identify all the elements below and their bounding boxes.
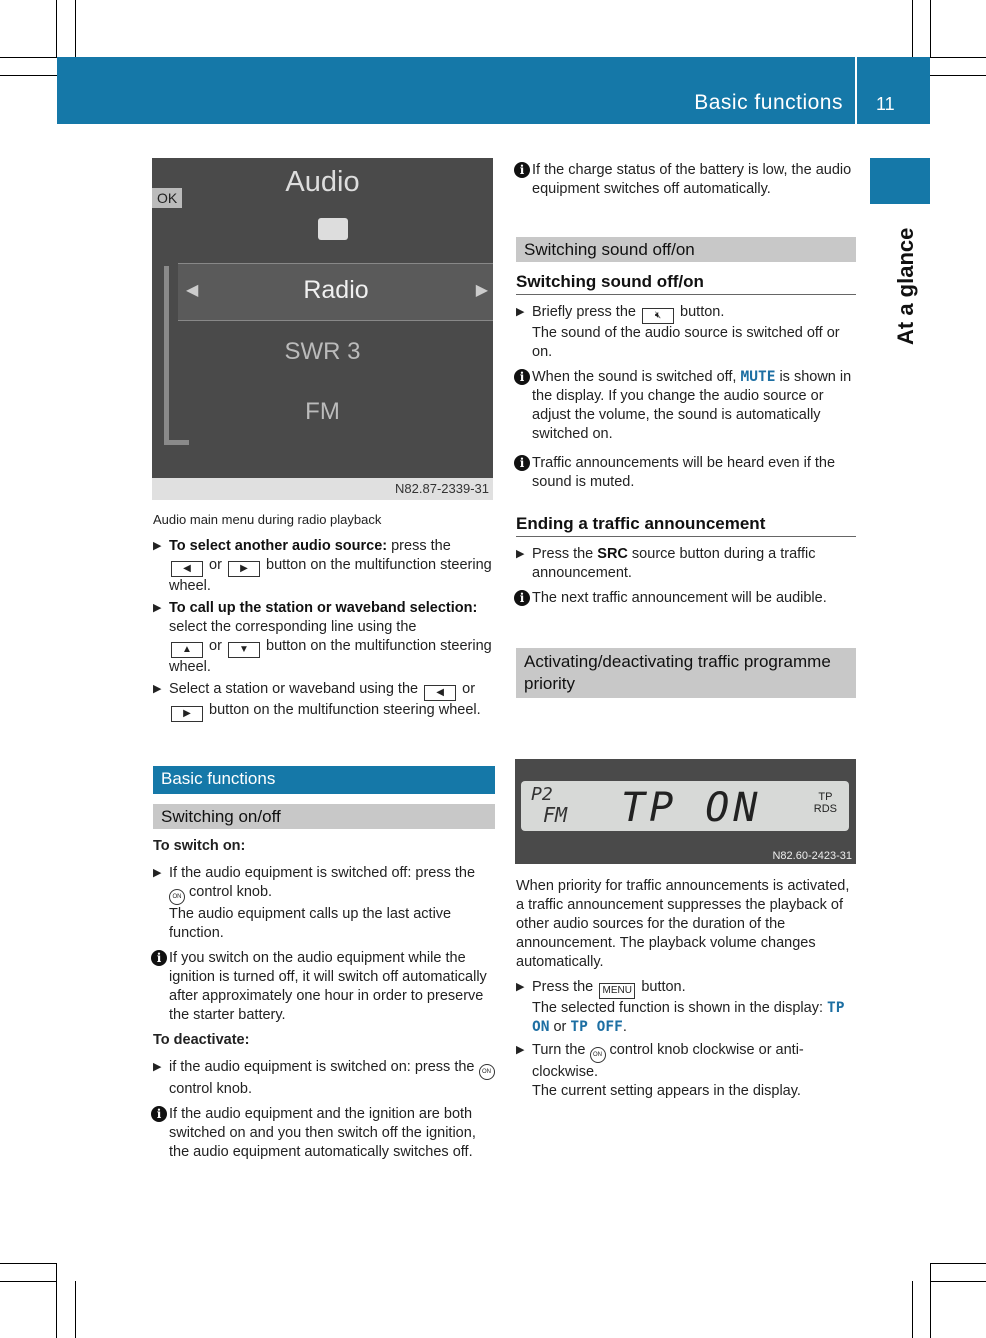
bullet-arrow-icon: ▶: [516, 981, 525, 993]
tp-display-image: [515, 759, 856, 864]
list-item: [516, 978, 856, 1037]
list-item: [516, 1041, 856, 1101]
crop-mark: [930, 1263, 931, 1338]
sub-heading: Ending a traffic announcement: [516, 514, 856, 537]
selected-label: Radio: [303, 276, 369, 304]
list-item: [153, 599, 495, 677]
info-icon: i: [151, 950, 167, 966]
info-icon: i: [514, 455, 530, 471]
image-code: N82.60-2423-31: [772, 850, 852, 862]
tp-on-display: TP ON: [532, 1000, 845, 1035]
left-key-icon: ◀: [171, 561, 203, 577]
audio-title: Audio: [285, 166, 360, 198]
info-note: [516, 161, 856, 199]
text: Select a station or waveband using the: [169, 681, 419, 697]
page-number: 11: [876, 94, 895, 114]
station-label: SWR 3: [284, 338, 361, 365]
text: .: [622, 1019, 627, 1035]
bold-lead: To select another audio source:: [169, 538, 388, 554]
crop-mark: [912, 0, 913, 57]
text: button on the multifunction steering wheel.: [169, 557, 492, 594]
info-note: [153, 949, 495, 1025]
crop-mark: [56, 0, 57, 57]
text: or: [462, 681, 476, 697]
crop-mark: [930, 1263, 986, 1264]
tp-rds-indicator: [814, 791, 837, 815]
text: select the corresponding line using the: [169, 619, 417, 635]
text: if the audio equipment is switched on: press the: [169, 1059, 475, 1075]
text: Traffic announcements will be heard even if the sound is muted.: [532, 455, 836, 490]
crop-mark: [0, 1263, 57, 1264]
deactivate-heading: To deactivate:: [153, 1032, 250, 1048]
text: Press the: [532, 979, 594, 995]
text: button on the multifunction steering wheel.: [169, 638, 492, 675]
rds-indicator: RDS: [813, 803, 837, 815]
text: The audio equipment calls up the last active function.: [169, 906, 452, 941]
ok-label: OK: [152, 188, 182, 208]
sub-heading: Switching sound off/on: [516, 272, 856, 295]
crop-mark: [930, 75, 986, 76]
up-key-icon: ▲: [171, 642, 203, 658]
info-icon: i: [514, 369, 530, 385]
text: or: [549, 1019, 571, 1035]
text: The sound of the audio source is switched off or on.: [532, 325, 840, 360]
list-item: [516, 545, 856, 583]
bullet-arrow-icon: ▶: [516, 1044, 525, 1056]
list-item: [153, 537, 495, 596]
bullet-arrow-icon: ▶: [153, 602, 162, 614]
right-key-icon: ▶: [228, 561, 260, 577]
bullet-arrow-icon: ▶: [153, 683, 162, 695]
info-note: [516, 454, 856, 492]
list-item: [153, 864, 495, 943]
side-tab: [870, 158, 930, 204]
crop-mark: [75, 1281, 76, 1338]
info-icon: i: [514, 590, 530, 606]
text: Press the: [532, 546, 598, 562]
radio-icon: [318, 218, 348, 240]
bullet-arrow-icon: ▶: [153, 867, 162, 879]
list-item: [516, 303, 856, 362]
text: source button during a traffic announcement.: [532, 546, 816, 581]
text: If the audio equipment is switched off: press the: [169, 865, 476, 881]
on-knob-icon: ON: [169, 889, 185, 905]
text: is shown in the display. If you change the audio source or adjust the volume, the sound is automatically switched on.: [532, 369, 852, 442]
left-arrow-icon: ◀: [186, 282, 199, 299]
audio-menu-image: [152, 158, 493, 500]
text: button.: [680, 304, 725, 320]
display-screen: [521, 781, 849, 831]
subsection-heading: Switching on/off: [153, 804, 495, 829]
preset-label: P2: [531, 784, 553, 805]
mute-display: MUTE: [740, 369, 776, 385]
bullet-arrow-icon: ▶: [516, 306, 525, 318]
section-heading: Basic functions: [153, 766, 495, 794]
text: control knob.: [169, 1081, 253, 1097]
switch-on-heading: To switch on:: [153, 838, 246, 854]
right-key-icon: ▶: [171, 706, 203, 722]
header-divider: [855, 57, 857, 124]
list-item: [153, 680, 495, 722]
left-column: [153, 510, 495, 1162]
right-arrow-icon: ▶: [475, 282, 488, 299]
text: When the sound is switched off,: [532, 369, 737, 385]
list-item: [153, 1058, 495, 1099]
text: If the charge status of the battery is low, the audio equipment switches off automatically.: [532, 162, 852, 197]
text: or: [209, 638, 222, 654]
info-note: [516, 368, 856, 444]
tp-off-display: TP OFF: [570, 1019, 623, 1035]
paragraph: When priority for traffic announcements is activated, a traffic announcement suppresses the playback of other audio sources for the duration of the announcement. The playback volume changes automatically.: [516, 878, 850, 970]
menu-key-icon: MENU: [599, 983, 635, 999]
text: button on the multifunction steering wheel.: [209, 702, 481, 718]
on-knob-icon: ON: [590, 1047, 606, 1063]
selected-row: [178, 263, 493, 321]
text: press the: [387, 538, 451, 554]
text: The current setting appears in the display.: [532, 1083, 801, 1099]
text: control knob clockwise or anti-clockwise.: [532, 1042, 804, 1080]
info-note: [516, 589, 856, 608]
text: If you switch on the audio equipment while the ignition is turned off, it will switch off automatically after approximately one hour in order to preserve the starter battery.: [169, 950, 487, 1023]
tp-status: TP ON: [621, 785, 762, 831]
crop-mark: [912, 1281, 913, 1338]
text: Turn the: [532, 1042, 586, 1058]
text: control knob.: [189, 884, 273, 900]
info-icon: i: [151, 1106, 167, 1122]
image-code: N82.87-2339-31: [152, 478, 493, 500]
image-caption: Audio main menu during radio playback: [153, 512, 382, 527]
side-tab-label: At a glance: [893, 227, 918, 345]
on-knob-icon: ON: [479, 1064, 495, 1080]
bullet-arrow-icon: ▶: [153, 1061, 162, 1073]
crop-mark: [56, 1263, 57, 1338]
subsection-heading: Switching sound off/on: [516, 237, 856, 262]
text: The next traffic announcement will be audible.: [532, 590, 827, 606]
subsection-heading: Activating/deactivating traffic programme priority: [516, 648, 856, 698]
crop-mark: [75, 0, 76, 57]
left-key-icon: ◀: [424, 685, 456, 701]
text: button.: [641, 979, 686, 995]
bullet-arrow-icon: ▶: [516, 548, 525, 560]
text: The selected function is shown in the display:: [532, 1000, 827, 1016]
crop-mark: [930, 57, 986, 58]
info-note: [153, 1105, 495, 1162]
right-column: [516, 161, 856, 698]
bold-lead: To call up the station or waveband selection:: [169, 600, 478, 616]
waveband-label: FM: [305, 398, 340, 425]
info-icon: i: [514, 162, 530, 178]
text: If the audio equipment and the ignition are both switched on and you then switch off the ignition, the audio equipment automatically switches off.: [169, 1106, 476, 1160]
right-column-lower: [516, 877, 856, 1101]
text: Briefly press the: [532, 304, 636, 320]
tp-indicator: TP: [818, 791, 833, 803]
crop-mark: [0, 75, 57, 76]
band-label: FM: [543, 803, 568, 827]
header-title: Basic functions: [694, 91, 843, 114]
crop-mark: [930, 0, 931, 57]
text: or: [209, 557, 222, 573]
bullet-arrow-icon: ▶: [153, 540, 162, 552]
crop-mark: [0, 57, 57, 58]
mute-key-icon: 🔇︎: [642, 308, 674, 324]
crop-mark: [0, 1281, 57, 1282]
crop-mark: [930, 1281, 986, 1282]
src-label: SRC: [597, 546, 628, 562]
down-key-icon: ▼: [228, 642, 260, 658]
